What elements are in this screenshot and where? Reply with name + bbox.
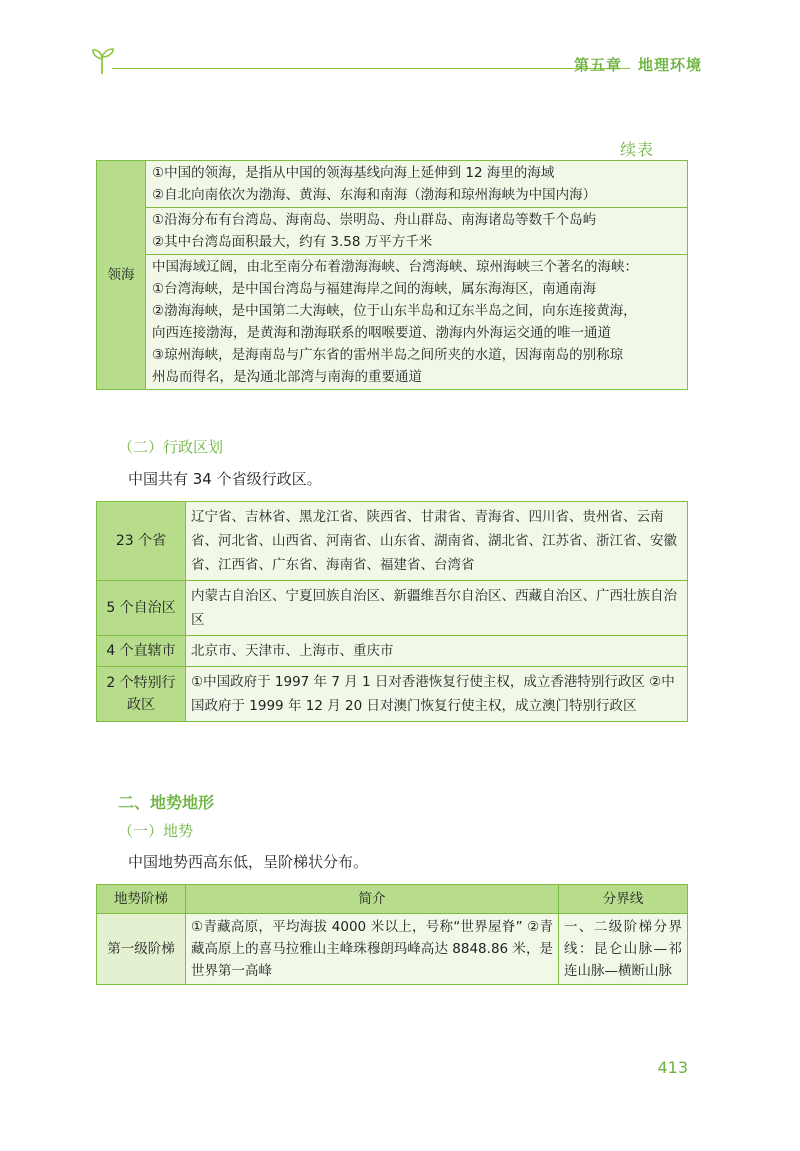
terrain-title: 二、地势地形 [118,793,215,812]
step-cell: 第一级阶梯 [97,914,186,985]
territorial-sea-table [96,160,688,390]
table-row [97,208,688,255]
chapter-title: 第五章 地理环境 [573,56,702,74]
line: ①沿海分布有台湾岛、海南岛、崇明岛、舟山群岛、南海诸岛等数千个岛屿 [152,212,597,228]
row-content: 辽宁省、吉林省、黑龙江省、陕西省、甘肃省、青海省、四川省、贵州省、云南省、河北省、山西省、河南省、山东省、湖南省、湖北省、江苏省、浙江省、安徽省、江西省、广东省、海南省、福建省、台湾省 [186,502,688,581]
table-row [97,255,688,390]
table-row [97,667,688,722]
line: 州岛而得名，是沟通北部湾与南海的重要通道 [152,369,422,385]
column-header: 分界线 [559,885,688,914]
row-label: 4 个直辖市 [97,636,186,667]
page-number: 413 [657,1058,688,1077]
table-row [97,636,688,667]
row-label: 2 个特别行政区 [97,667,186,722]
table-row [97,914,688,985]
line: ①中国的领海，是指从中国的领海基线向海上延伸到 12 海里的海域 [152,165,555,181]
terrain-subheading: （一）地势 [118,822,194,840]
row-label: 23 个省 [97,502,186,581]
table-cell [146,208,688,255]
terrain-steps-table [96,884,688,985]
line: ②渤海海峡，是中国第二大海峡，位于山东半岛和辽东半岛之间，向东连接黄海， [152,303,637,319]
page-header [90,44,702,84]
row-content: 北京市、天津市、上海市、重庆市 [186,636,688,667]
row-label: 5 个自治区 [97,581,186,636]
line: ①台湾海峡，是中国台湾岛与福建海岸之间的海峡，属东海海区，南通南海 [152,281,597,297]
table-row [97,581,688,636]
line: 向西连接渤海，是黄海和渤海联系的咽喉要道、渤海内外海运交通的唯一通道 [152,325,611,341]
table-cell [146,161,688,208]
line: ③琼州海峡，是海南岛与广东省的雷州半岛之间所夹的水道，因海南岛的别称琼 [152,347,624,363]
line: ②其中台湾岛面积最大，约有 3.58 万平方千米 [152,234,433,250]
column-header: 地势阶梯 [97,885,186,914]
admin-division-table [96,501,688,722]
table-header-row [97,885,688,914]
boundary-cell: 一、二级阶梯分界线：昆仑山脉—祁连山脉—横断山脉 [559,914,688,985]
intro-cell: ①青藏高原，平均海拔 4000 米以上，号称“世界屋脊” ②青藏高原上的喜马拉雅山主峰珠穆朗玛峰高达 8848.86 米，是世界第一高峰 [186,914,559,985]
line: ②自北向南依次为渤海、黄海、东海和南海（渤海和琼州海峡为中国内海） [152,187,597,203]
sprout-icon [90,44,116,76]
admin-intro: 中国共有 34 个省级行政区。 [128,470,322,488]
category-cell: 领海 [97,161,146,390]
table-row [97,502,688,581]
terrain-intro: 中国地势西高东低，呈阶梯状分布。 [128,853,369,871]
line: 中国海域辽阔，由北至南分布着渤海海峡、台湾海峡、琼州海峡三个著名的海峡： [152,259,638,275]
continued-label: 续表 [620,140,655,159]
table-cell [146,255,688,390]
column-header: 简介 [186,885,559,914]
admin-heading: （二）行政区划 [118,438,224,456]
row-content: ①中国政府于 1997 年 7 月 1 日对香港恢复行使主权，成立香港特别行政区 ②中国政府于 1999 年 12 月 20 日对澳门恢复行使主权，成立澳门特别行政区 [186,667,688,722]
table-row [97,161,688,208]
row-content: 内蒙古自治区、宁夏回族自治区、新疆维吾尔自治区、西藏自治区、广西壮族自治区 [186,581,688,636]
